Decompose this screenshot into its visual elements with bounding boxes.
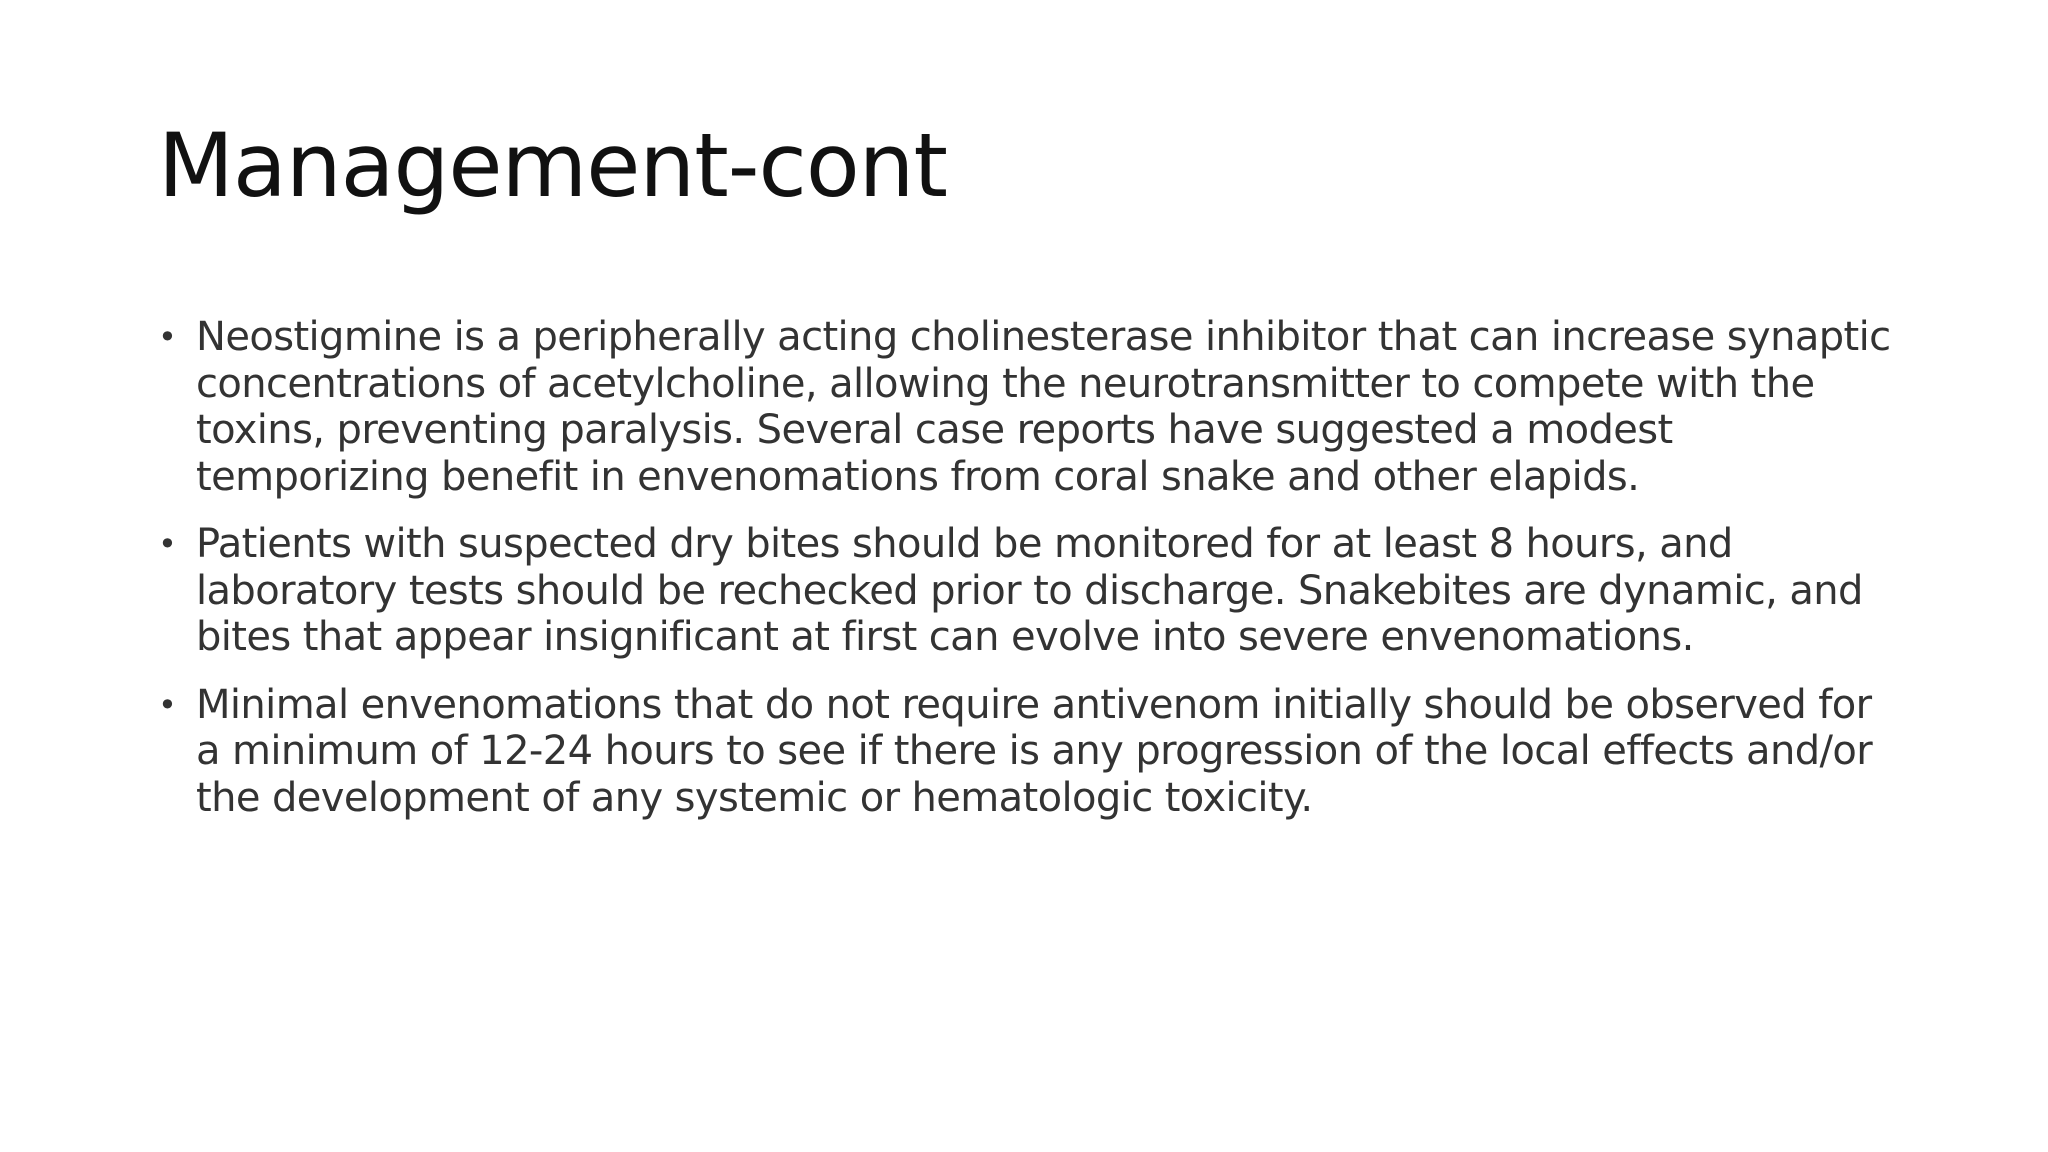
bullet-dot-icon: • xyxy=(158,685,177,724)
bullet-text: Neostigmine is a peripherally acting cholinesterase inhibitor that can increase synaptic concentrations of acetylcholine, allowing the neurotransmitter to compete with the toxins, preventing paralysis. Several case reports have suggested a modest temporizing benefit in envenomations from coral snake and other elapids. xyxy=(196,314,1891,500)
bullet-dot-icon: • xyxy=(158,318,177,356)
bullet-item xyxy=(158,682,1898,822)
bullet-text: Minimal envenomations that do not require antivenom initially should be observed for a minimum of 12-24 hours to see if there is any progression of the local effects and/or the development of any systemic or hematologic toxicity. xyxy=(196,681,1873,821)
bullet-item xyxy=(158,521,1898,661)
bullet-list xyxy=(158,314,1898,842)
bullet-item xyxy=(158,314,1898,500)
slide-title: Management-cont xyxy=(158,114,947,217)
bullet-text: Patients with suspected dry bites should be monitored for at least 8 hours, and laboratory tests should be rechecked prior to discharge. Snakebites are dynamic, and bites that appear insignificant at first can evolve into severe envenomations. xyxy=(196,521,1863,660)
bullet-dot-icon: • xyxy=(158,525,177,563)
